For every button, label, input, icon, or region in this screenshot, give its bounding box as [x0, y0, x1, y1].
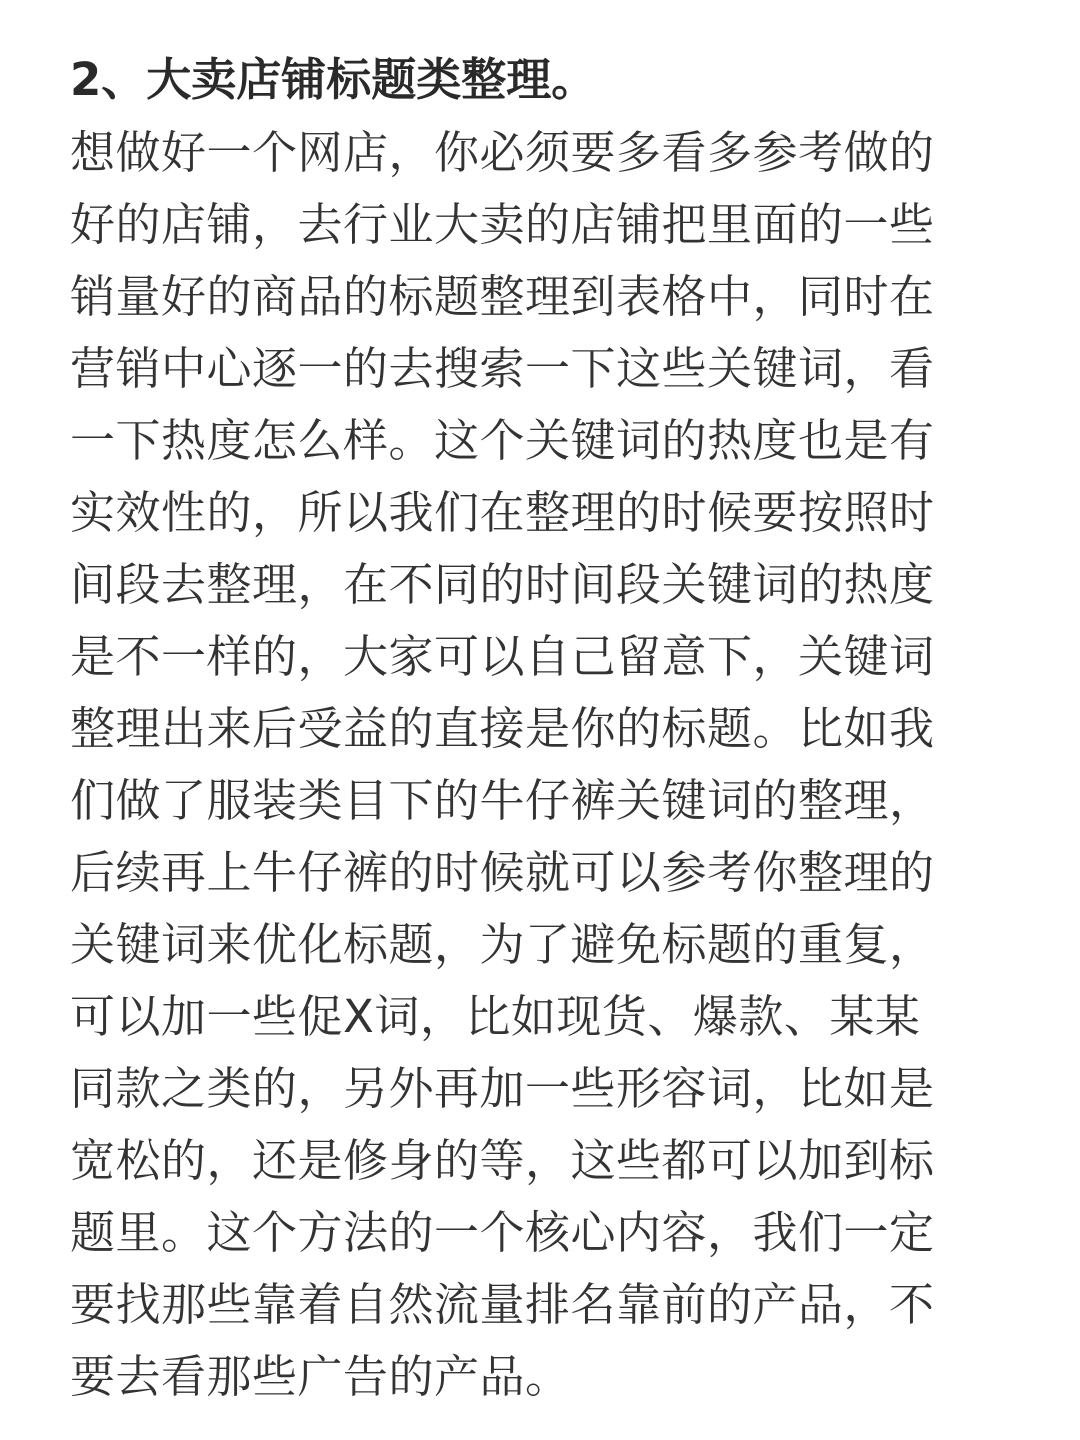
- paragraph-line: 要找那些靠着自然流量排名靠前的产品，不: [70, 1278, 935, 1331]
- paragraph-line: 营销中心逐一的去搜索一下这些关键词，看: [70, 342, 935, 395]
- paragraph-line: 整理出来后受益的直接是你的标题。比如我: [70, 702, 935, 755]
- paragraph-line: 好的店铺，去行业大卖的店铺把里面的一些: [70, 198, 935, 251]
- paragraph-line: 一下热度怎么样。这个关键词的热度也是有: [70, 414, 935, 467]
- section-heading: 2、大卖店铺标题类整理。: [70, 53, 597, 106]
- paragraph-line: 题里。这个方法的一个核心内容，我们一定: [70, 1206, 935, 1259]
- paragraph-line: 同款之类的，另外再加一些形容词，比如是: [70, 1062, 935, 1115]
- paragraph-line: 们做了服装类目下的牛仔裤关键词的整理，: [70, 774, 935, 827]
- paragraph-line: 销量好的商品的标题整理到表格中，同时在: [70, 270, 935, 323]
- paragraph-line: 可以加一些促X词，比如现货、爆款、某某: [70, 990, 921, 1043]
- paragraph-line: 关键词来优化标题，为了避免标题的重复，: [70, 918, 935, 971]
- paragraph-line: 实效性的，所以我们在整理的时候要按照时: [70, 486, 935, 539]
- paragraph-line: 想做好一个网店，你必须要多看多参考做的: [70, 126, 935, 179]
- paragraph-line: 宽松的，还是修身的等，这些都可以加到标: [70, 1134, 935, 1187]
- paragraph-line: 是不一样的，大家可以自己留意下，关键词: [70, 630, 935, 683]
- paragraph-line: 后续再上牛仔裤的时候就可以参考你整理的: [70, 846, 935, 899]
- paragraph-line: 要去看那些广告的产品。: [70, 1350, 571, 1403]
- paragraph-line: 间段去整理，在不同的时间段关键词的热度: [70, 558, 935, 611]
